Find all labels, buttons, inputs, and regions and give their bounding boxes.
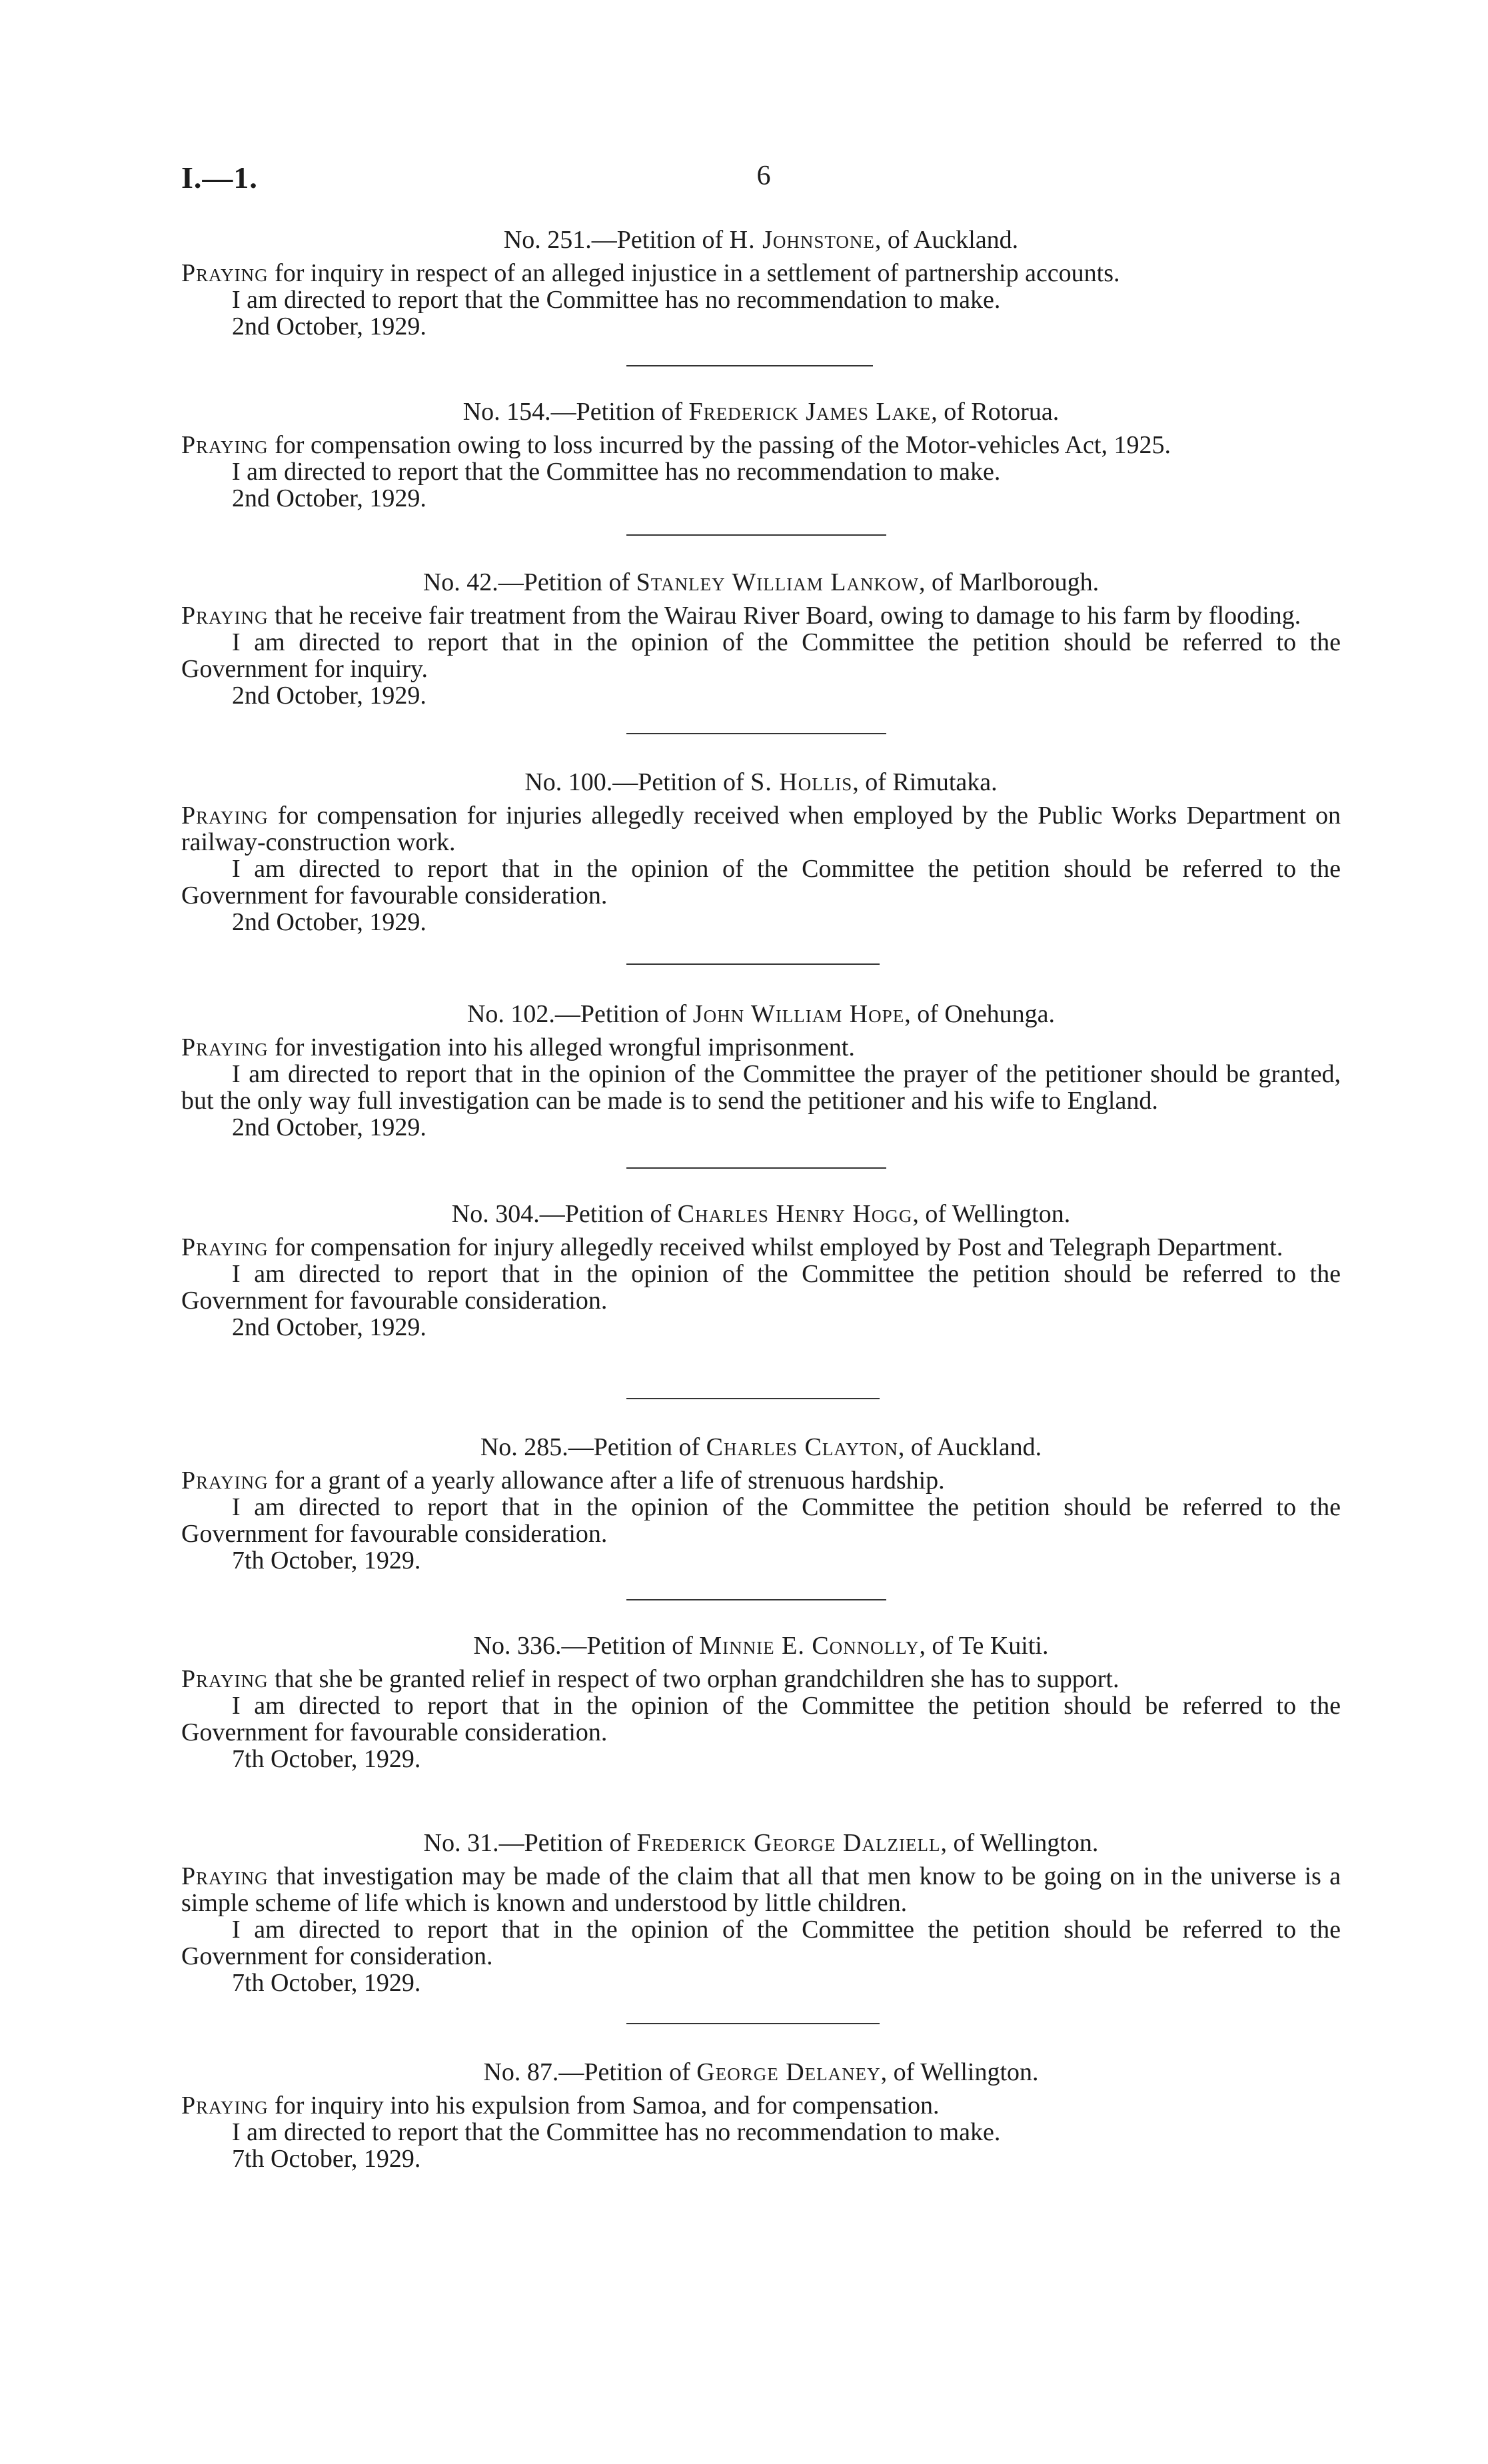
petitioner-name: Frederick George Dalziell: [636, 1829, 941, 1857]
section-divider: [626, 2023, 880, 2024]
petition-prayer: Praying for a grant of a yearly allowance after a life of strenuous hardship.: [181, 1467, 945, 1495]
parliamentary-paper-reference: I.—1.: [181, 161, 258, 195]
petitioner-name: Minnie E. Connolly: [699, 1632, 920, 1660]
page-number: 6: [756, 161, 771, 191]
petition-prayer: Praying for inquiry into his expulsion from Samoa, and for compensation.: [181, 2092, 940, 2120]
petitioner-name: S. Hollis: [750, 768, 853, 796]
committee-report: I am directed to report that in the opinion of the Committee the petition should be referred to the Government for favourable consideration.: [181, 1493, 1341, 1548]
petitioner-name: Charles Henry Hogg: [677, 1200, 913, 1228]
committee-report: I am directed to report that in the opinion of the Committee the prayer of the petitioner should be granted, but the only way full investigation can be made is to send the petitioner and his wife to England.: [181, 1060, 1341, 1115]
section-divider: [626, 1167, 886, 1169]
petitioner-name: George Delaney: [696, 2058, 881, 2086]
report-date: 2nd October, 1929.: [232, 484, 426, 512]
petition-entry: [181, 1199, 1341, 1341]
petition-entry: [181, 1631, 1341, 1772]
petition-prayer: Praying that investigation may be made of the claim that all that men know to be going on in the universe is a simple scheme of life which is known and understood by little children.: [181, 1862, 1341, 1917]
report-date: 7th October, 1929.: [232, 2145, 421, 2173]
petition-title: No. 87.—Petition of George Delaney, of Wellington.: [483, 2058, 1039, 2086]
committee-report: I am directed to report that in the opinion of the Committee the petition should be referred to the Government for favourable consideration.: [181, 1260, 1341, 1315]
petition-title: No. 304.—Petition of Charles Henry Hogg, of Wellington.: [451, 1200, 1071, 1228]
report-date: 7th October, 1929.: [232, 1745, 421, 1773]
committee-report: I am directed to report that in the opinion of the Committee the petition should be referred to the Government for favourable consideration.: [181, 855, 1341, 910]
petitioner-name: John William Hope: [692, 1000, 905, 1028]
petition-entry: [181, 999, 1341, 1141]
section-divider: [626, 534, 886, 536]
petition-title: No. 285.—Petition of Charles Clayton, of Auckland.: [480, 1433, 1042, 1461]
petition-entry: [181, 1433, 1341, 1574]
committee-report: I am directed to report that in the opinion of the Committee the petition should be referred to the Government for consideration.: [181, 1916, 1341, 1970]
committee-report: I am directed to report that in the opinion of the Committee the petition should be referred to the Government for favourable consideration.: [181, 1692, 1341, 1746]
petition-prayer: Praying for compensation for injuries allegedly received when employed by the Public Works Department on railway-construction work.: [181, 802, 1341, 856]
petition-title: No. 100.—Petition of S. Hollis, of Rimutaka.: [524, 768, 998, 796]
petitioner-name: Stanley William Lankow: [636, 568, 919, 596]
petition-prayer: Praying for inquiry in respect of an alleged injustice in a settlement of partnership accounts.: [181, 259, 1120, 287]
petition-entry: [181, 225, 1341, 340]
report-date: 2nd October, 1929.: [232, 1113, 426, 1141]
committee-report: I am directed to report that in the opinion of the Committee the petition should be referred to the Government for inquiry.: [181, 628, 1341, 683]
petition-entry: [181, 2058, 1341, 2172]
report-date: 2nd October, 1929.: [232, 1313, 426, 1341]
committee-report: I am directed to report that the Committee has no recommendation to make.: [232, 2118, 1001, 2146]
petition-prayer: Praying for investigation into his alleged wrongful imprisonment.: [181, 1033, 855, 1061]
section-divider: [626, 1398, 880, 1399]
petitioner-name: H. Johnstone: [729, 226, 875, 254]
report-date: 2nd October, 1929.: [232, 312, 426, 340]
section-divider: [626, 733, 886, 734]
petition-title: No. 31.—Petition of Frederick George Dalziell, of Wellington.: [423, 1829, 1099, 1857]
petition-entry: [181, 1828, 1341, 1996]
petitioner-name: Charles Clayton: [706, 1433, 898, 1461]
petition-entry: [181, 768, 1341, 935]
petition-title: No. 102.—Petition of John William Hope, of Onehunga.: [466, 1000, 1056, 1028]
report-date: 7th October, 1929.: [232, 1546, 421, 1574]
report-date: 2nd October, 1929.: [232, 682, 426, 710]
petitioner-name: Frederick James Lake: [688, 398, 932, 426]
report-date: 2nd October, 1929.: [232, 908, 426, 936]
petition-prayer: Praying for compensation for injury allegedly received whilst employed by Post and Telegraph Department.: [181, 1233, 1283, 1261]
petition-prayer: Praying that she be granted relief in respect of two orphan grandchildren she has to support.: [181, 1665, 1119, 1693]
petition-title: No. 42.—Petition of Stanley William Lankow, of Marlborough.: [422, 568, 1100, 596]
petition-title: No. 154.—Petition of Frederick James Lake, of Rotorua.: [462, 398, 1060, 426]
section-divider: [626, 365, 873, 366]
petition-title: No. 251.—Petition of H. Johnstone, of Auckland.: [503, 226, 1019, 254]
petition-prayer: Praying for compensation owing to loss incurred by the passing of the Motor-vehicles Act, 1925.: [181, 431, 1171, 459]
petition-prayer: Praying that he receive fair treatment from the Wairau River Board, owing to damage to his farm by flooding.: [181, 602, 1301, 630]
section-divider: [626, 963, 880, 965]
report-date: 7th October, 1929.: [232, 1969, 421, 1997]
committee-report: I am directed to report that the Committee has no recommendation to make.: [232, 286, 1001, 314]
committee-report: I am directed to report that the Committee has no recommendation to make.: [232, 458, 1001, 486]
petition-entry: [181, 397, 1341, 512]
petition-entry: [181, 568, 1341, 709]
petition-title: No. 336.—Petition of Minnie E. Connolly, of Te Kuiti.: [473, 1632, 1049, 1660]
section-divider: [626, 1599, 886, 1600]
